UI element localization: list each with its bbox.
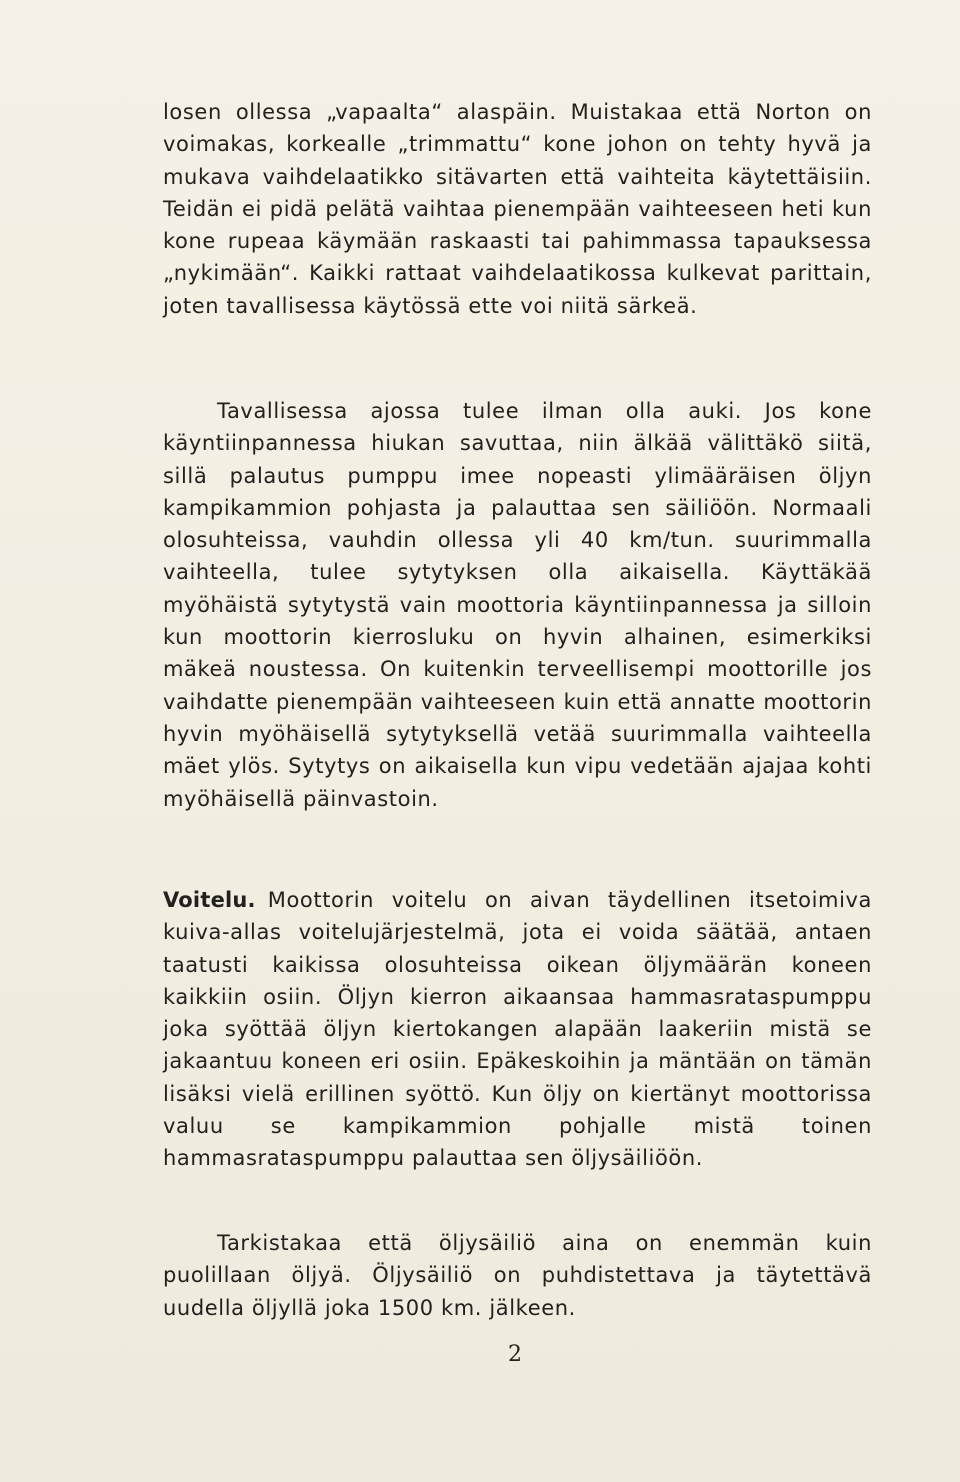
paragraph-gearbox xyxy=(163,96,872,322)
page-number: 2 xyxy=(508,1342,522,1367)
paragraph-gearbox-text: losen ollessa „vapaalta“ alaspäin. Muistakaa että Norton on voimakas, korkealle „trimmattu“ kone johon on tehty hyvä ja mukava vaihdelaatikko sitävarten että vaihteita käytettäisiin. Teidän ei pidä pelätä vaihtaa pienempään vaihteeseen heti kun kone rupeaa käymään raskaasti tai pahimmassa tapauksessa „nykimään“. Kaikki rattaat vaihdelaatikossa kulkevat parittain, joten tavallisessa käytössä ette voi niitä särkeä. xyxy=(163,100,872,318)
paragraph-lubrication-text: Moottorin voitelu on aivan täydellinen itsetoimiva kuiva-allas voitelujärjestelmä, jota ei voida säätää, antaen taatusti kaikissa olosuhteissa oikean öljymäärän koneen kaikkiin osiin. Öljyn kierron aikaansaa hammasrataspumppu joka syöttää öljyn kiertokangen alapään laakeriin mistä se jakaantuu koneen eri osiin. Epäkeskoihin ja mäntään on tämän lisäksi vielä erillinen syöttö. Kun öljy on kiertänyt moottorissa valuu se kampikammion pohjalle mistä toinen hammasrataspumppu palauttaa sen öljysäiliöön. xyxy=(163,888,872,1171)
paragraph-ignition xyxy=(163,395,872,815)
paragraph-lubrication xyxy=(163,884,872,1175)
paragraph-oil-tank-text: Tarkistakaa että öljysäiliö aina on enemmän kuin puolillaan öljyä. Öljysäiliö on puhdistettava ja täytettävä uudella öljyllä joka 1500 km. jälkeen. xyxy=(163,1231,872,1320)
paragraph-oil-tank xyxy=(163,1227,872,1324)
paragraph-ignition-text: Tavallisessa ajossa tulee ilman olla auki. Jos kone käyntiinpannessa hiukan savuttaa, niin älkää välittäkö siitä, sillä palautus pumppu imee nopeasti ylimääräisen öljyn kampikammion pohjasta ja palauttaa sen säiliöön. Normaali olosuhteissa, vauhdin ollessa yli 40 km/tun. suurimmalla vaihteella, tulee sytytyksen olla aikaisella. Käyttäkää myöhäistä sytytystä vain moottoria käyntiinpannessa ja silloin kun moottorin kierrosluku on hyvin alhainen, esimerkiksi mäkeä noustessa. On kuitenkin terveellisempi moottorille jos vaihdatte pienempään vaihteeseen kuin että annatte moottorin hyvin myöhäisellä sytytyksellä vetää suurimmalla vaihteella mäet ylös. Sytytys on aikaisella kun vipu vedetään ajajaa kohti myöhäisellä päinvastoin. xyxy=(163,399,872,811)
paragraph-lubrication-body xyxy=(163,884,872,1175)
section-heading-voitelu: Voitelu. xyxy=(163,888,256,912)
